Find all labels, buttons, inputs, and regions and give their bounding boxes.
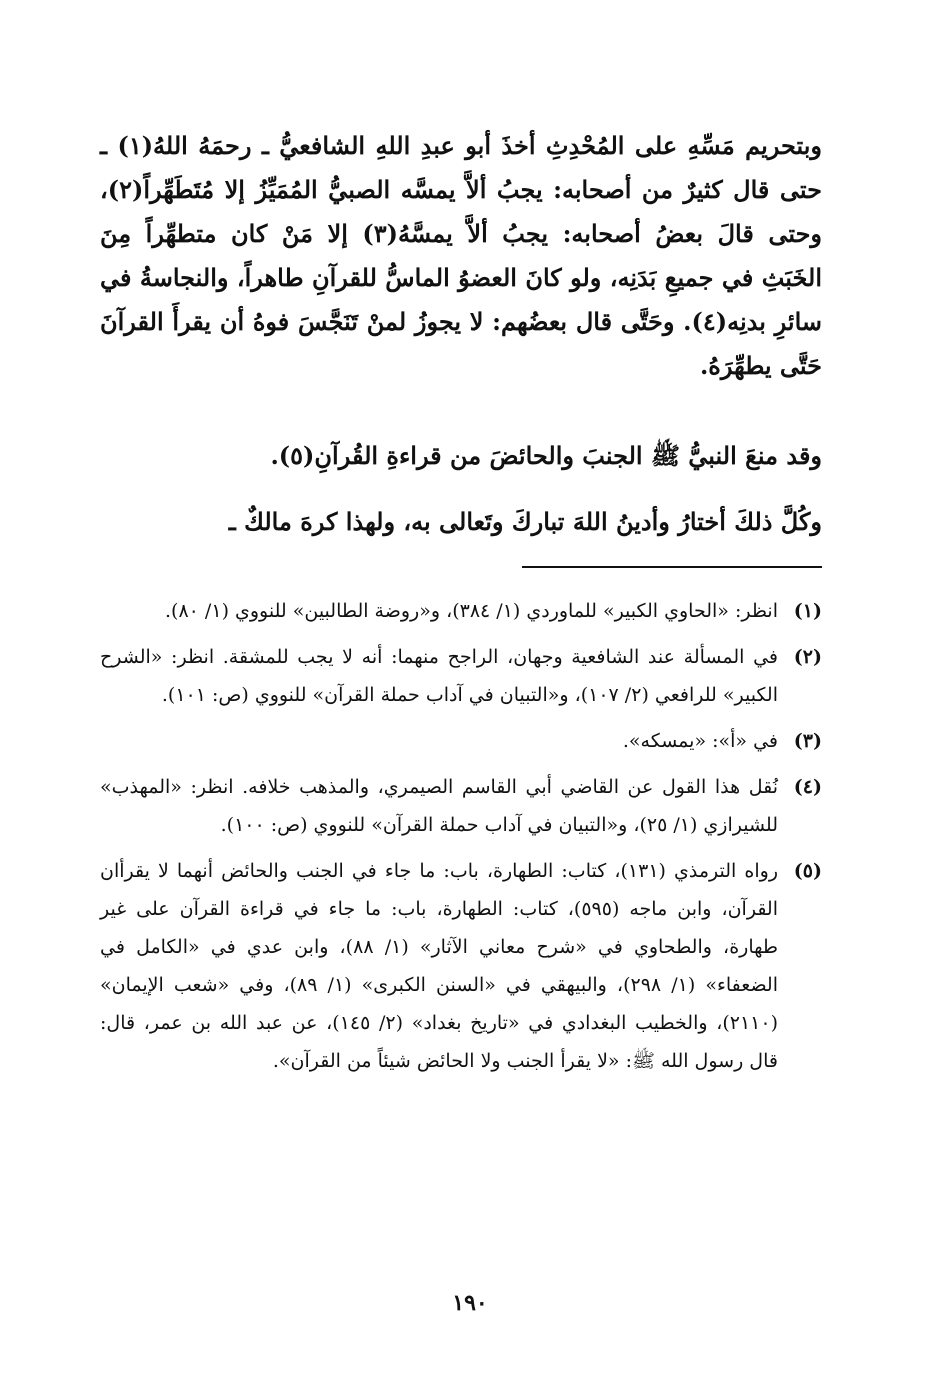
paragraph-3: وكُلَّ ذلكَ أختارُ وأدينُ اللهَ تباركَ وتَعالى به، ولهذا كرهَ مالكٌ ـ [228,507,822,536]
footnote-text: في المسألة عند الشافعية وجهان، الراجح منهما: أنه لا يجب للمشقة. انظر: «الشرح الكبير» للرافعي (٢/ ١٠٧)، و«التبيان في آداب حملة القرآن» للنووي (ص: ١٠١). [100,646,778,706]
footnote-number: (٣) [793,730,822,752]
footnote-2 [100,638,822,714]
footnote-1 [100,592,822,630]
paragraph-1: وبتحريم مَسِّهِ على المُحْدِثِ أخذَ أبو عبدِ اللهِ الشافعيُّ ـ رحمَهُ اللهُ(١) ـ حتى قال كثيرٌ من أصحابه: يجبُ ألاَّ يمسَّه الصبيُّ المُمَيِّزُ إلا مُتَطَهِّراً(٢)، وحتى قالَ بعضُ أصحابه: يجبُ ألاَّ يمسَّهُ(٣) إلا مَنْ كان متطهِّراً مِنَ الخَبَثِ في جميعِ بَدَنِه، ولو كانَ العضوُ الماسُّ للقرآنِ طاهراً، والنجاسةُ في سائرِ بدنِه(٤). وحَتَّى قال بعضُهم: لا يجوزُ لمنْ تَنَجَّسَ فوهُ أن يقرأَ القرآنَ حَتَّى يطهِّرَهُ. [100,131,823,380]
footnote-number: (٥) [793,860,822,882]
footnote-3 [100,722,822,760]
footnote-number: (٢) [793,646,822,668]
footnote-text: نُقل هذا القول عن القاضي أبي القاسم الصيمري، والمذهب خلافه. انظر: «المهذب» للشيرازي (١/ ٢٥)، و«التبيان في آداب حملة القرآن» للنووي (ص: ١٠٠). [100,776,778,836]
footnotes [100,592,822,1088]
footnote-5 [100,852,822,1080]
footnote-number: (١) [793,600,822,622]
footnote-text: انظر: «الحاوي الكبير» للماوردي (١/ ٣٨٤)، و«روضة الطالبين» للنووي (١/ ٨٠). [165,600,778,622]
footnote-number: (٤) [793,776,822,798]
footnote-separator [522,566,822,568]
paragraph-2: وقد منعَ النبيُّ ﷺ الجنبَ والحائضَ من قراءةِ القُرآنِ(٥). [270,441,822,470]
main-text-block-3 [100,500,822,544]
footnote-text: رواه الترمذي (١٣١)، كتاب: الطهارة، باب: ما جاء في الجنب والحائض أنهما لا يقرأان القرآن، وابن ماجه (٥٩٥)، كتاب: الطهارة، باب: ما جاء في قراءة القرآن على غير طهارة، والطحاوي في «شرح معاني الآثار» (١/ ٨٨)، وابن عدي في «الكامل في الضعفاء» (١/ ٢٩٨)، والبيهقي في «السنن الكبرى» (١/ ٨٩)، وفي «شعب الإيمان» (٢١١٠)، والخطيب البغدادي في «تاريخ بغداد» (٢/ ١٤٥)، عن عبد الله بن عمر، قال: قال رسول الله ﷺ: «لا يقرأ الجنب ولا الحائض شيئاً من القرآن». [100,860,779,1072]
footnote-4 [100,768,822,844]
page-number: ١٩٠ [452,1290,488,1316]
main-text-block-1 [100,124,822,388]
main-text-block-2 [100,434,822,478]
footnote-text: في «أ»: «يمسكه». [622,730,778,752]
